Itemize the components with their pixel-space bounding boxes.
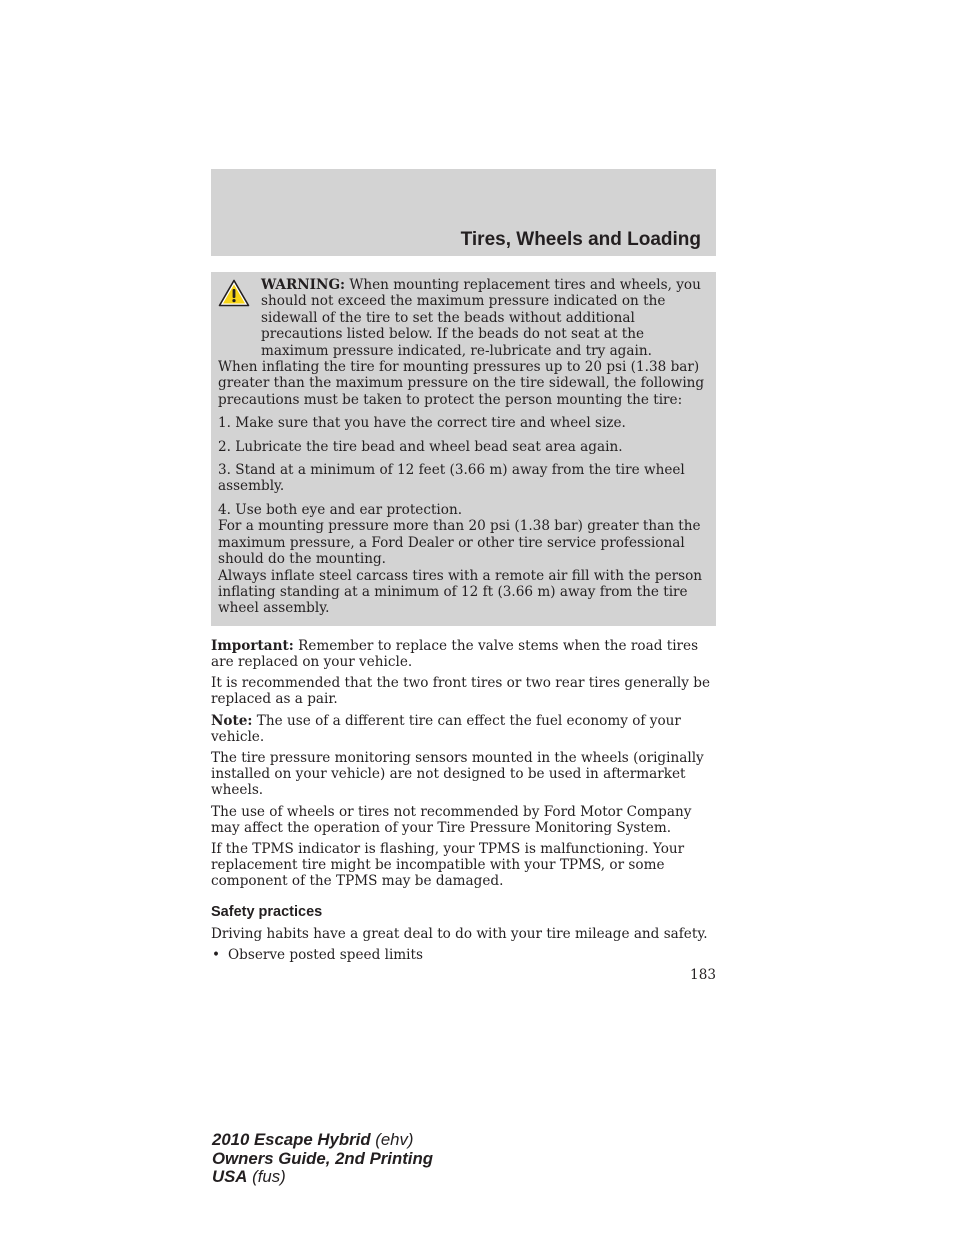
section-title: Tires, Wheels and Loading [460,229,701,250]
body-text [211,638,716,984]
manual-page [211,169,716,983]
warning-remote-note: Always inflate steel carcass tires with a remote air fill with the person inflating standing at a minimum of 12 ft (3.66 m) away from the tire wheel assembly. [218,567,703,617]
footer-market: USA [212,1167,248,1187]
warning-box [211,272,716,626]
footer-model-code: (ehv) [375,1130,414,1149]
note-text: The use of a different tire can effect the fuel economy of your vehicle. [211,712,681,745]
warning-label: WARNING: [261,277,346,293]
note-paragraph [211,713,716,745]
warning-intro: When inflating the tire for mounting pressures up to 20 psi (1.38 bar) greater than the maximum pressure on the tire sidewall, the following precautions must be taken to protect the person mounting the tire: [218,359,705,408]
footer-model: 2010 Escape Hybrid [212,1130,371,1149]
warning-dealer-note: For a mounting pressure more than 20 psi (1.38 bar) greater than the maximum pressure, a Ford Dealer or other tire service professional should do the mounting. [218,518,701,568]
footer-line-1 [212,1131,433,1150]
page-number: 183 [690,967,716,984]
footer-market-code: (fus) [252,1167,286,1187]
footer-line-2 [212,1150,433,1169]
important-paragraph [211,638,716,670]
safety-heading: Safety practices [211,903,323,920]
warning-step-2: 2. Lubricate the tire bead and wheel bead seat area again. [218,438,623,455]
warning-triangle-icon [218,279,250,307]
warning-text: When mounting replacement tires and wheels, you should not exceed the maximum pressure indicated on the sidewall of the tire to set the beads without additional precautions listed below. If the beads do not seat at the maximum pressure indicated, re-lubricate and try again. [261,277,701,359]
note-label: Note: [211,712,253,729]
section-header-band [211,169,716,256]
important-text: Remember to replace the valve stems when the road tires are replaced on your vehicle. [211,637,699,670]
footer-imprint [212,1131,433,1187]
sensors-paragraph: The tire pressure monitoring sensors mounted in the wheels (originally installed on your vehicle) are not designed to be used in aftermarket wheels. [211,749,704,799]
footer-printing: Owners Guide, 2nd Printing [212,1148,433,1168]
warning-step-4: 4. Use both eye and ear protection. [218,501,463,518]
warning-step-1: 1. Make sure that you have the correct tire and wheel size. [218,415,626,432]
pair-paragraph: It is recommended that the two front tires or two rear tires generally be replaced as a pair. [211,675,710,708]
bullet-item: • Observe posted speed limits [211,947,716,963]
warning-step-3: 3. Stand at a minimum of 12 feet (3.66 m) away from the tire wheel assembly. [218,462,685,495]
footer-line-3 [212,1168,433,1187]
warning-lead [218,277,708,359]
ford-paragraph: The use of wheels or tires not recommended by Ford Motor Company may affect the operation of your Tire Pressure Monitoring System. [211,803,692,836]
important-label: Important: [211,637,294,654]
tpms-paragraph: If the TPMS indicator is flashing, your TPMS is malfunctioning. Your replacement tire might be incompatible with your TPMS, or some component of the TPMS may be damaged. [211,840,685,890]
safety-intro: Driving habits have a great deal to do with your tire mileage and safety. [211,925,708,942]
